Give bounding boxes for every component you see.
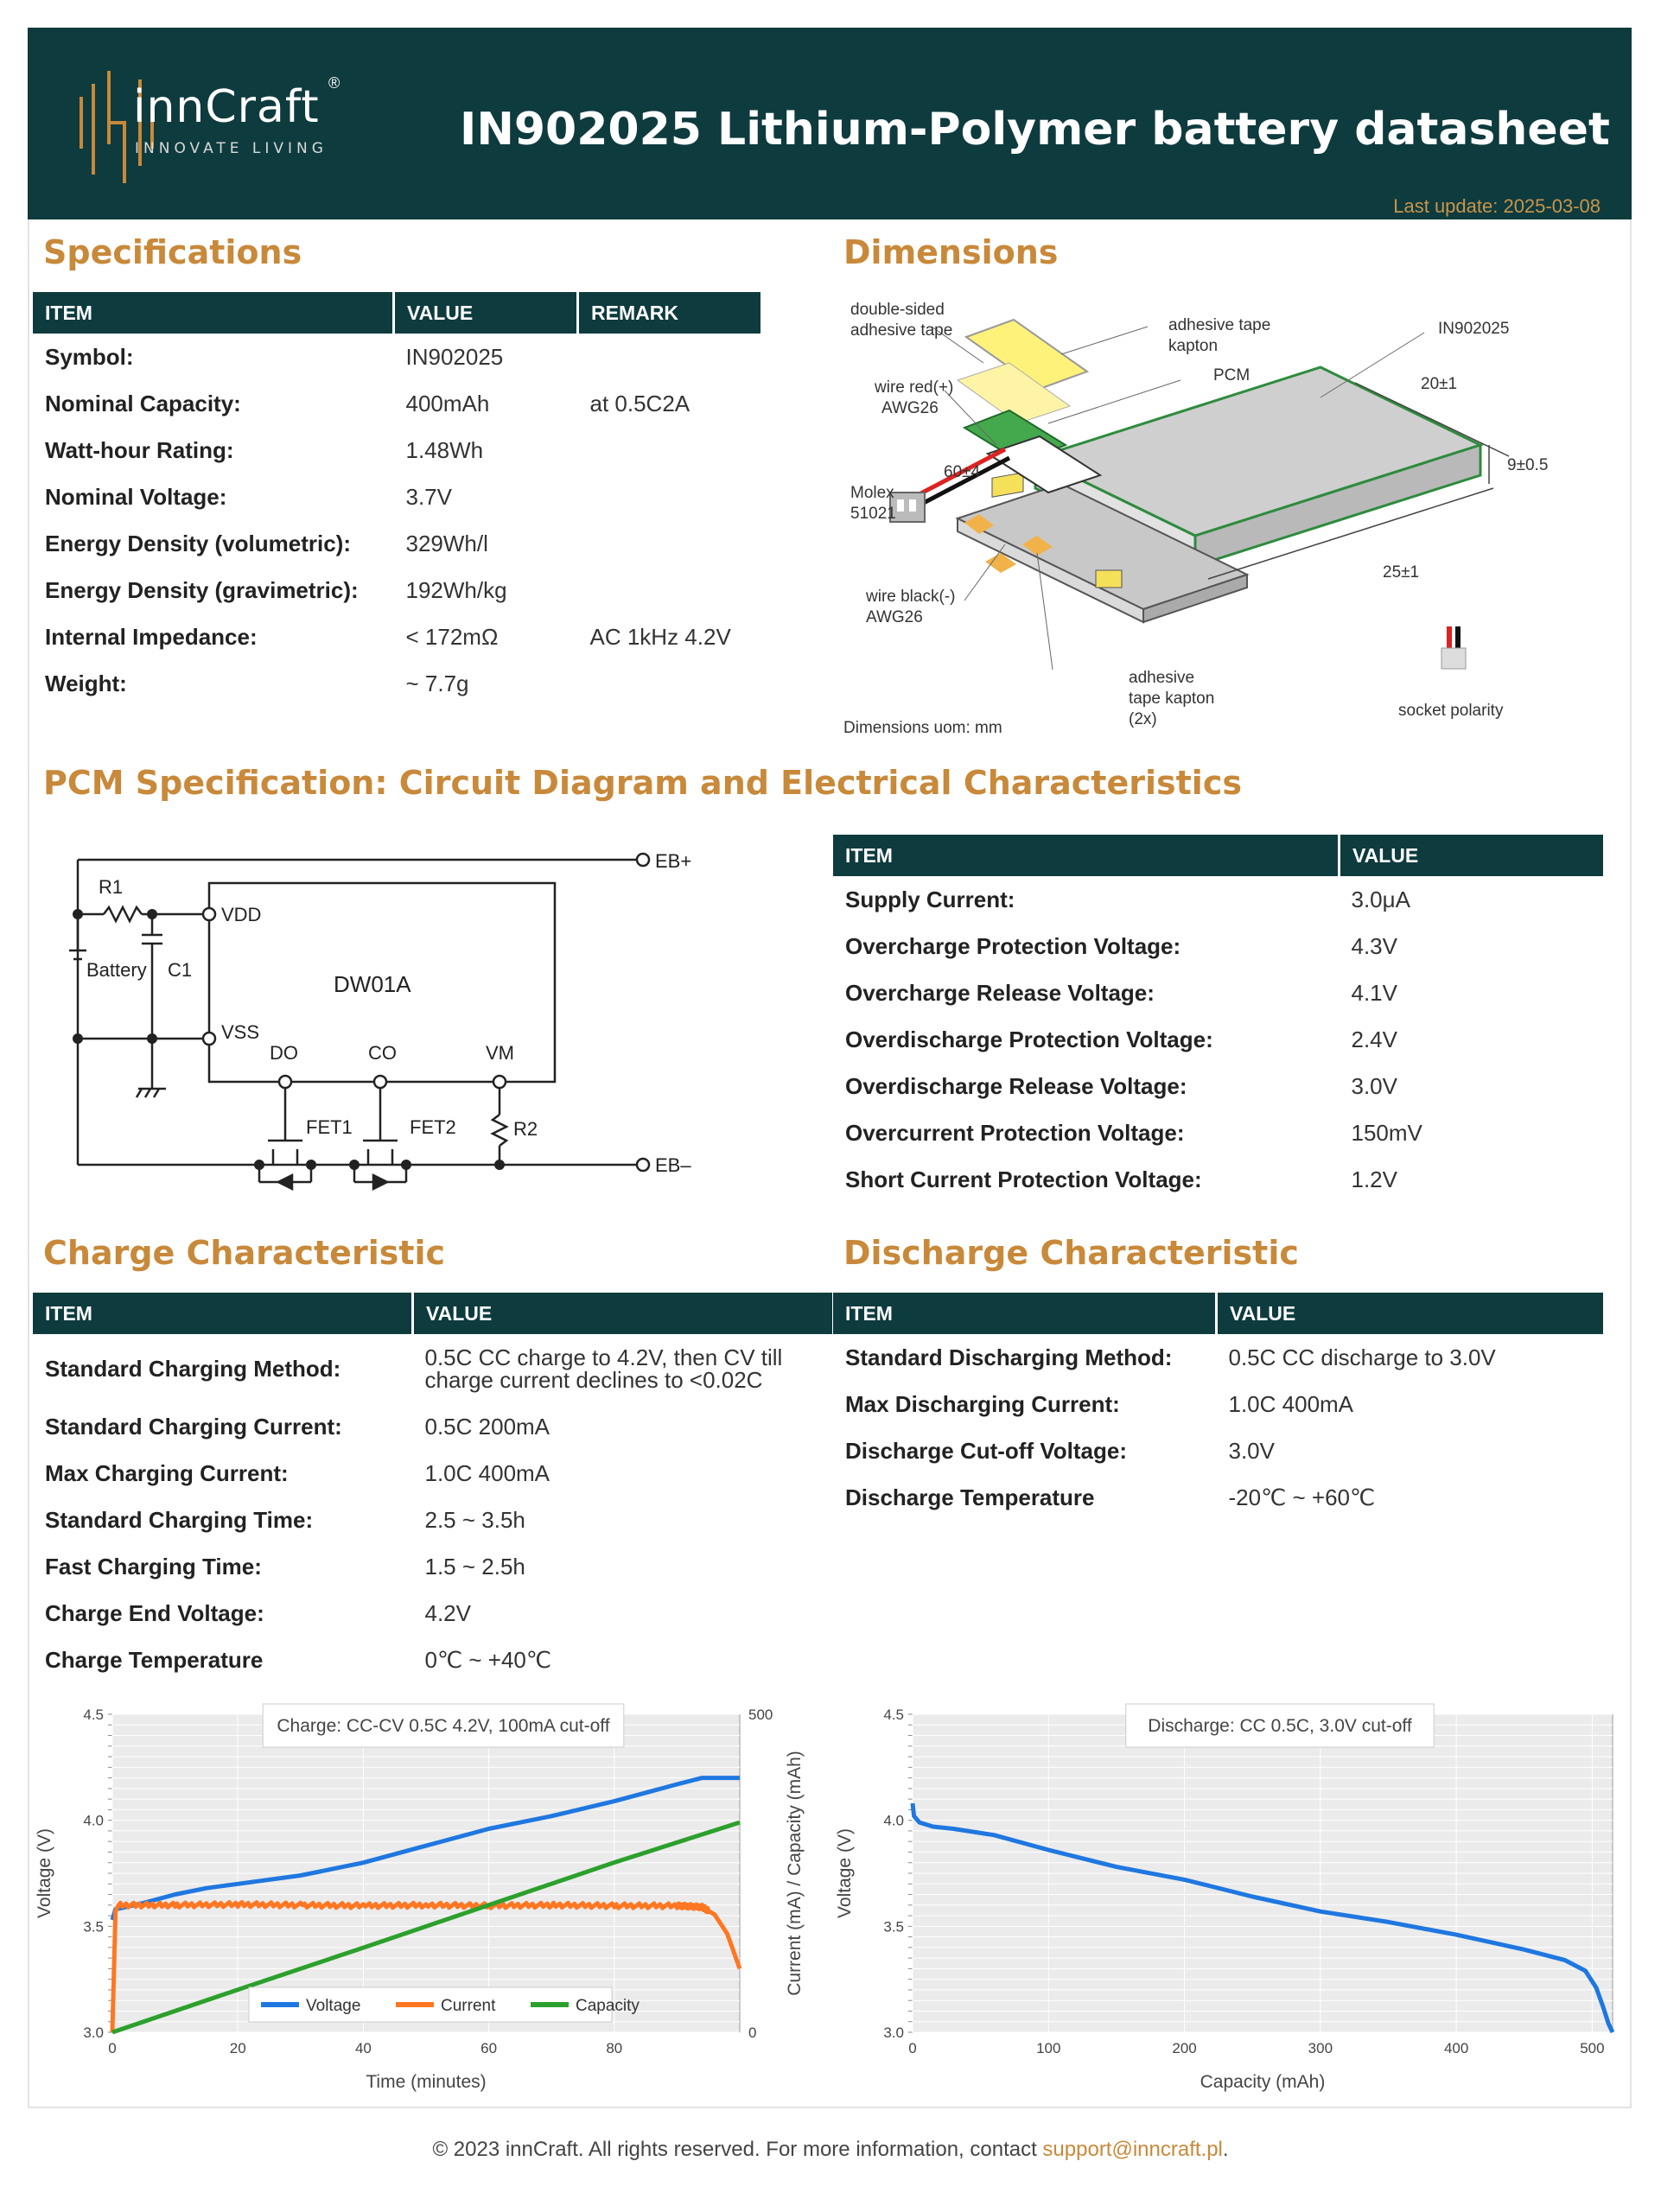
- label-wire-black-2: AWG26: [866, 608, 923, 626]
- y-tick-label: 3.0: [83, 2024, 104, 2041]
- charge-item: Standard Charging Method:: [45, 1355, 341, 1382]
- registered-mark: ®: [328, 74, 340, 92]
- pcm-item: Supply Current:: [845, 886, 1015, 912]
- label-kapton-2x-3: (2x): [1129, 710, 1157, 728]
- label-socket-polarity: socket polarity: [1398, 702, 1504, 720]
- y-axis-label: Voltage (V): [35, 1828, 54, 1918]
- table-row: [833, 923, 1603, 969]
- discharge-item: Max Discharging Current:: [845, 1390, 1120, 1417]
- spec-remark: [578, 427, 761, 474]
- charge-value-line-2: charge current declines to <0.02C: [424, 1367, 763, 1393]
- spec-item: Watt-hour Rating:: [45, 436, 234, 463]
- charge-chart: [29, 1699, 807, 2096]
- x-tick-label: 0: [908, 2040, 917, 2056]
- y-tick-label: 3.0: [883, 2024, 904, 2041]
- spec-value: IN902025: [405, 343, 504, 370]
- column-header: VALUE: [394, 292, 578, 334]
- column-header: VALUE: [413, 1293, 833, 1334]
- pcm-value: 3.0V: [1351, 1072, 1397, 1099]
- discharge-value: 3.0V: [1228, 1437, 1275, 1464]
- pcm-value: 150mV: [1351, 1119, 1422, 1146]
- x-tick-label: 100: [1036, 2040, 1061, 2056]
- r2-label: R2: [513, 1118, 538, 1140]
- table-row: [833, 1063, 1603, 1109]
- spec-value: 400mAh: [405, 390, 490, 416]
- y2-tick-label: 500: [748, 1707, 773, 1723]
- x-tick-label: 400: [1443, 2040, 1469, 2056]
- spec-remark: [578, 660, 761, 707]
- spec-value: 329Wh/l: [405, 530, 488, 556]
- charge-value-line-1: 0.5C CC charge to 4.2V, then CV till: [424, 1344, 783, 1370]
- table-row: [833, 1016, 1603, 1063]
- label-thickness-9: 9±0.5: [1507, 456, 1549, 474]
- charge-table: [33, 1293, 832, 1683]
- discharge-value: 0.5C CC discharge to 3.0V: [1228, 1344, 1496, 1370]
- charge-heading: Charge Characteristic: [43, 1234, 446, 1272]
- label-kapton-2x-2: tape kapton: [1129, 690, 1215, 708]
- spec-remark: at 0.5C2A: [589, 390, 690, 416]
- charge-item: Charge End Voltage:: [45, 1599, 264, 1626]
- eb-plus-label: EB+: [655, 850, 692, 872]
- spec-remark: [578, 567, 761, 613]
- label-adhesive-kapton: adhesive tape: [1168, 316, 1271, 334]
- table-row: [33, 1543, 832, 1590]
- table-row: [33, 660, 760, 707]
- table-row: [33, 520, 760, 567]
- y2-axis-label: Current (mA) / Capacity (mAh): [785, 1751, 805, 1996]
- x-axis-label: Capacity (mAh): [1200, 2072, 1326, 2092]
- footer-end: .: [1222, 2138, 1229, 2161]
- discharge-item: Standard Discharging Method:: [845, 1344, 1173, 1370]
- charge-value: [413, 1334, 833, 1403]
- support-email-link[interactable]: support@inncraft.pl: [1042, 2138, 1223, 2161]
- charge-value: 1.5 ~ 2.5h: [424, 1553, 525, 1580]
- table-row: [33, 380, 760, 427]
- chip-label: DW01A: [334, 971, 411, 997]
- eb-minus-label: EB–: [655, 1154, 691, 1176]
- column-header: ITEM: [33, 1293, 413, 1334]
- spec-value: ~ 7.7g: [405, 670, 469, 696]
- label-molex-2: 51021: [850, 505, 896, 523]
- do-label: DO: [270, 1042, 298, 1064]
- pcm-item: Short Current Protection Voltage:: [845, 1166, 1202, 1192]
- logo-tagline: INNOVATE LIVING: [135, 140, 328, 157]
- x-tick-label: 40: [354, 2040, 372, 2056]
- x-tick-label: 300: [1308, 2040, 1333, 2056]
- column-header: VALUE: [1217, 1293, 1604, 1334]
- y2-tick-label: 0: [748, 2024, 757, 2041]
- label-molex: Molex: [850, 484, 894, 502]
- y-tick-label: 3.5: [883, 1918, 904, 1936]
- charge-value: 1.0C 400mA: [424, 1459, 550, 1486]
- c1-label: C1: [168, 959, 193, 981]
- battery-label: Battery: [86, 959, 147, 981]
- table-row: [33, 567, 760, 613]
- table-row: [833, 1427, 1603, 1474]
- y-tick-label: 4.0: [883, 1812, 904, 1829]
- discharge-value: 1.0C 400mA: [1228, 1390, 1354, 1417]
- label-length-60: 60±4: [944, 463, 981, 481]
- table-row: [833, 1109, 1603, 1156]
- table-header-row: [833, 835, 1603, 876]
- spec-item: Nominal Capacity:: [45, 390, 241, 416]
- legend-entry: Current: [441, 1997, 496, 2015]
- logo-wordmark: innCraft: [133, 81, 320, 133]
- x-tick-label: 500: [1580, 2040, 1605, 2056]
- fet2-label: FET2: [410, 1116, 456, 1138]
- label-kapton-2x: adhesive: [1129, 669, 1195, 687]
- spec-value: 1.48Wh: [405, 436, 484, 463]
- y-tick-label: 4.0: [83, 1812, 104, 1829]
- socket-polarity-icon: [1441, 626, 1466, 669]
- vdd-label: VDD: [221, 904, 262, 925]
- table-row: [33, 474, 760, 520]
- label-width-20: 20±1: [1421, 375, 1458, 393]
- r1-label: R1: [99, 876, 124, 898]
- vm-label: VM: [486, 1042, 514, 1064]
- label-pcm: PCM: [1213, 366, 1251, 385]
- column-header: VALUE: [1340, 835, 1604, 876]
- label-dimensions-uom: Dimensions uom: mm: [843, 719, 1002, 737]
- legend-entry: Capacity: [576, 1997, 640, 2015]
- pcm-item: Overdischarge Release Voltage:: [845, 1072, 1187, 1099]
- charge-value: 2.5 ~ 3.5h: [424, 1506, 525, 1533]
- pcm-value: 4.3V: [1351, 932, 1397, 959]
- column-header: REMARK: [578, 292, 761, 334]
- table-header-row: [33, 1293, 832, 1334]
- table-row: [833, 1474, 1603, 1521]
- y-axis-label: Voltage (V): [835, 1828, 855, 1918]
- page-title: IN902025 Lithium-Polymer battery datasheet: [460, 104, 1610, 156]
- label-adhesive-kapton-2: kapton: [1168, 337, 1219, 355]
- table-row: [833, 1156, 1603, 1203]
- table-row: [33, 1497, 832, 1543]
- co-label: CO: [368, 1042, 397, 1064]
- spec-item: Symbol:: [45, 343, 134, 370]
- legend-entry: Voltage: [306, 1997, 361, 2015]
- pcm-item: Overcharge Protection Voltage:: [845, 932, 1181, 959]
- table-row: [833, 1381, 1603, 1427]
- last-update: Last update: 2025-03-08: [1393, 195, 1601, 217]
- specifications-table: [33, 292, 760, 707]
- discharge-heading: Discharge Characteristic: [843, 1234, 1299, 1272]
- discharge-item: Discharge Cut-off Voltage:: [845, 1437, 1127, 1464]
- pcm-value: 3.0μA: [1351, 886, 1410, 912]
- spec-item: Nominal Voltage:: [45, 483, 227, 510]
- label-double-sided-2: adhesive tape: [850, 321, 953, 340]
- pcm-table: [833, 835, 1603, 1203]
- label-double-sided: double-sided: [850, 301, 945, 319]
- y-tick-label: 4.5: [83, 1707, 104, 1723]
- discharge-item: Discharge Temperature: [845, 1484, 1095, 1510]
- spec-value: < 172mΩ: [405, 623, 499, 650]
- charge-item: Standard Charging Current:: [45, 1413, 342, 1440]
- table-row: [33, 1590, 832, 1637]
- dimensions-heading: Dimensions: [843, 233, 1059, 271]
- charge-item: Standard Charging Time:: [45, 1506, 314, 1533]
- charge-item: Charge Temperature: [45, 1646, 264, 1673]
- table-row: [833, 1334, 1603, 1381]
- footer-text: © 2023 innCraft. All rights reserved. For more information, contact: [432, 2138, 1043, 2161]
- discharge-value: -20℃ ~ +60℃: [1228, 1484, 1376, 1510]
- x-tick-label: 20: [229, 2040, 246, 2056]
- label-wire-red: wire red(+): [875, 378, 954, 397]
- table-row: [833, 876, 1603, 923]
- charge-value: 0.5C 200mA: [424, 1413, 550, 1440]
- spec-remark: AC 1kHz 4.2V: [589, 623, 731, 650]
- y-tick-label: 3.5: [83, 1918, 104, 1936]
- y-tick-label: 4.5: [883, 1707, 904, 1723]
- discharge-table: [833, 1293, 1603, 1521]
- label-wire-black: wire black(-): [866, 588, 956, 606]
- chart-title: Charge: CC-CV 0.5C 4.2V, 100mA cut-off: [277, 1716, 610, 1736]
- spec-item: Internal Impedance:: [45, 623, 258, 650]
- pcm-value: 2.4V: [1351, 1026, 1397, 1052]
- pcm-value: 4.1V: [1351, 979, 1397, 1006]
- x-tick-label: 80: [606, 2040, 623, 2056]
- table-row: [33, 613, 760, 660]
- x-tick-label: 60: [480, 2040, 498, 2056]
- table-header-row: [833, 1293, 1603, 1334]
- x-axis-label: Time (minutes): [366, 2072, 487, 2092]
- table-row: [33, 1450, 832, 1497]
- table-header-row: [33, 292, 760, 334]
- spec-value: 3.7V: [405, 483, 452, 510]
- spec-item: Energy Density (volumetric):: [45, 530, 351, 556]
- charge-item: Max Charging Current:: [45, 1459, 289, 1486]
- specifications-heading: Specifications: [43, 233, 302, 271]
- spec-remark: [578, 334, 761, 380]
- pcm-item: Overcurrent Protection Voltage:: [845, 1119, 1185, 1146]
- label-length-25: 25±1: [1383, 563, 1420, 582]
- header-banner: [28, 28, 1632, 219]
- label-model: IN902025: [1438, 320, 1510, 338]
- chart-title: Discharge: CC 0.5C, 3.0V cut-off: [1148, 1716, 1412, 1736]
- spec-value: 192Wh/kg: [405, 576, 507, 603]
- pcm-value: 1.2V: [1351, 1166, 1397, 1192]
- table-row: [833, 969, 1603, 1016]
- charge-value: 0℃ ~ +40℃: [424, 1646, 552, 1673]
- x-tick-label: 200: [1172, 2040, 1197, 2056]
- table-row: [33, 427, 760, 474]
- table-row: [33, 334, 760, 380]
- vss-label: VSS: [221, 1021, 260, 1043]
- pcm-item: Overcharge Release Voltage:: [845, 979, 1155, 1006]
- discharge-chart: [830, 1699, 1625, 2096]
- column-header: ITEM: [33, 292, 394, 334]
- fet1-label: FET1: [306, 1116, 353, 1138]
- footer: [0, 2138, 1661, 2162]
- pcm-item: Overdischarge Protection Voltage:: [845, 1026, 1213, 1052]
- spec-remark: [578, 520, 761, 567]
- charge-item: Fast Charging Time:: [45, 1553, 262, 1580]
- table-row: [33, 1334, 832, 1403]
- spec-remark: [578, 474, 761, 520]
- charge-value: 4.2V: [424, 1599, 471, 1626]
- spec-item: Energy Density (gravimetric):: [45, 576, 359, 603]
- pcm-circuit-diagram: [52, 838, 709, 1201]
- label-wire-red-2: AWG26: [881, 399, 939, 417]
- table-row: [33, 1403, 832, 1450]
- spec-item: Weight:: [45, 670, 127, 696]
- pcm-heading: PCM Specification: Circuit Diagram and Electrical Characteristics: [43, 764, 1242, 802]
- table-row: [33, 1637, 832, 1683]
- column-header: ITEM: [833, 835, 1340, 876]
- x-tick-label: 0: [108, 2040, 117, 2056]
- battery-dimensions-drawing: [837, 285, 1597, 743]
- column-header: ITEM: [833, 1293, 1217, 1334]
